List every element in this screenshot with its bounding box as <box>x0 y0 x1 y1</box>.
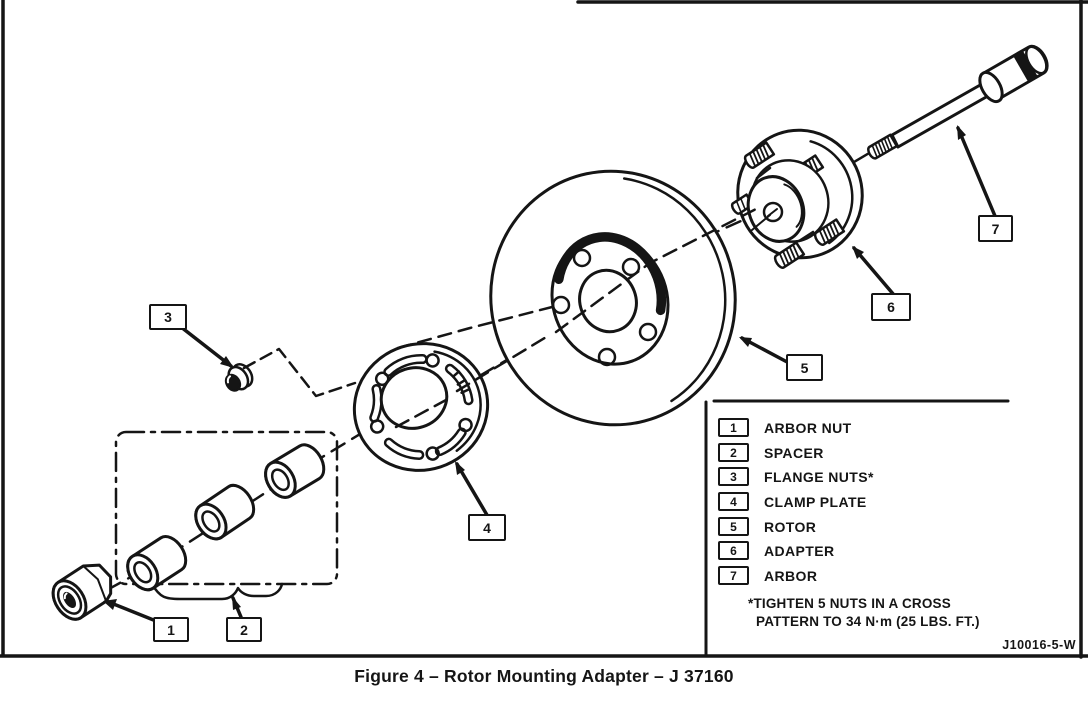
legend-item-adapter <box>718 541 834 560</box>
footnote-line-1: *TIGHTEN 5 NUTS IN A CROSS <box>748 596 951 611</box>
callout-marker-4 <box>468 514 506 541</box>
callout-marker-3 <box>149 304 187 330</box>
legend-item-arbor-nut <box>718 418 852 437</box>
document-code: J10016-5-W <box>1002 638 1076 652</box>
callout-marker-1 <box>153 617 189 642</box>
callout-number: 4 <box>483 519 491 536</box>
legend-number-box: 6 <box>718 541 749 560</box>
legend-label: ADAPTER <box>764 542 835 559</box>
clamp-plate-drawing <box>338 326 504 487</box>
legend-item-flange-nuts <box>718 467 874 486</box>
callout-marker-2 <box>226 617 262 642</box>
legend-number-box: 7 <box>718 566 749 585</box>
legend-label: ROTOR <box>764 518 817 535</box>
callout-marker-5 <box>786 354 823 381</box>
legend-item-clamp-plate <box>718 492 867 511</box>
callout-marker-7 <box>978 215 1013 242</box>
legend-item-rotor <box>718 517 816 536</box>
flange-nut-drawing <box>220 361 256 396</box>
torque-footnote <box>748 595 980 630</box>
callout-number: 6 <box>887 299 895 315</box>
legend-label: CLAMP PLATE <box>764 493 867 510</box>
callout-number: 3 <box>164 309 172 325</box>
callout-marker-6 <box>871 293 911 321</box>
rotor-drawing <box>467 148 758 447</box>
callout-number: 7 <box>991 220 1000 237</box>
legend-label: FLANGE NUTS* <box>764 468 874 485</box>
legend-number-box: 2 <box>718 443 749 462</box>
legend-item-spacer <box>718 443 824 462</box>
legend-item-arbor <box>718 566 817 585</box>
arbor-drawing <box>866 43 1051 160</box>
footnote-line-2: PATTERN TO 34 N·m (25 LBS. FT.) <box>756 613 980 629</box>
legend-number-box: 3 <box>718 467 749 486</box>
arbor-nut-drawing <box>46 557 120 625</box>
legend-label: ARBOR <box>764 567 818 584</box>
legend-number-box: 1 <box>718 418 749 437</box>
callout-number: 1 <box>167 621 175 638</box>
figure-caption: Figure 4 – Rotor Mounting Adapter – J 37160 <box>354 666 734 686</box>
legend-label: SPACER <box>764 444 824 461</box>
legend-label: ARBOR NUT <box>764 419 852 436</box>
spacer-set-drawing <box>121 440 329 595</box>
legend-number-box: 4 <box>718 492 749 511</box>
callout-number: 2 <box>240 621 248 638</box>
callout-number: 5 <box>800 359 809 376</box>
legend-number-box: 5 <box>718 517 749 536</box>
